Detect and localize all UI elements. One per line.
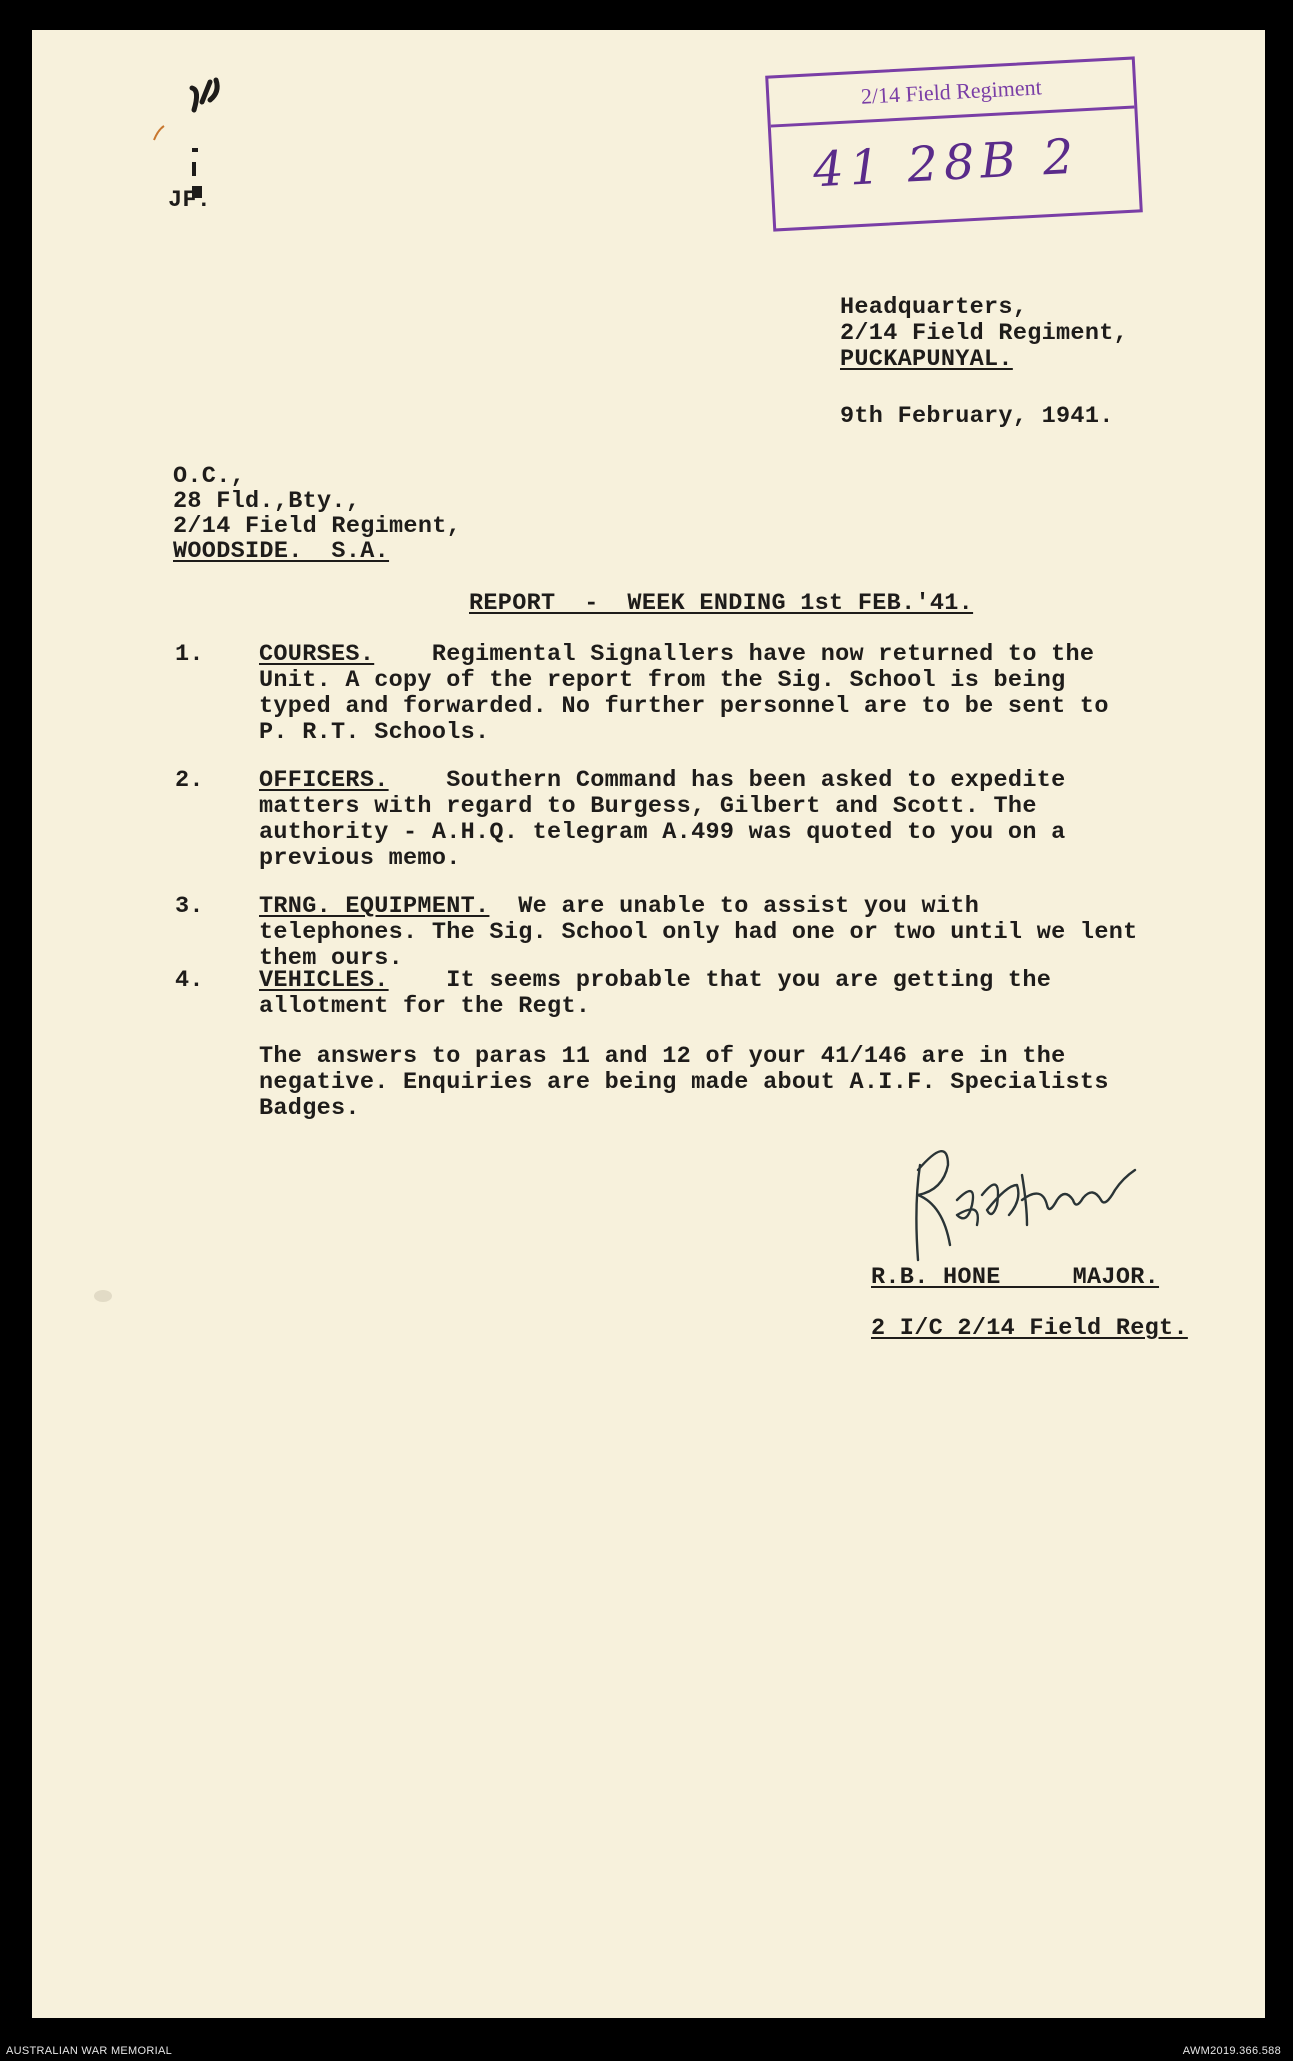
paragraph-number: 2.	[175, 767, 204, 794]
sender-line-3: PUCKAPUNYAL.	[840, 346, 1013, 373]
regiment-stamp	[765, 56, 1143, 231]
footer-institution: AUSTRALIAN WAR MEMORIAL	[6, 2045, 173, 2057]
paragraph-number: 1.	[175, 641, 204, 668]
paragraph-text: Regimental Signallers have now returned to the Unit. A copy of the report from the Sig. School is being typed and forwarded. No further personnel are to be sent to P. R.T. Schools.	[259, 641, 1109, 746]
file-reference: JF.	[168, 187, 212, 214]
footer-accession-number: AWM2019.366.588	[1182, 2045, 1281, 2057]
punch-hole-mark	[94, 1290, 112, 1302]
stamp-handwritten-number: 41 28B 2	[811, 128, 1081, 199]
paragraph-text: It seems probable that you are getting the allotment for the Regt.	[259, 967, 1052, 1020]
sender-line-2: 2/14 Field Regiment,	[840, 320, 1129, 347]
recipient-line-4: WOODSIDE. S.A.	[173, 538, 390, 565]
paragraph-text: Southern Command has been asked to expedite matters with regard to Burgess, Gilbert and Scott. The authority - A.H.Q. telegram A.499 was quoted to you on a previous memo.	[259, 767, 1066, 872]
sender-line-1: Headquarters,	[840, 294, 1028, 321]
paragraph-heading: OFFICERS.	[259, 767, 389, 794]
paragraph-body	[259, 894, 1149, 972]
stamp-header: 2/14 Field Regiment	[768, 60, 1134, 128]
recipient-line-1: O.C.,	[173, 463, 246, 490]
paragraph-heading: COURSES.	[259, 641, 375, 668]
signatory-name: R.B. HONE MAJOR.	[871, 1264, 1160, 1291]
paragraph-heading: VEHICLES.	[259, 967, 389, 994]
paragraph-number: 3.	[175, 893, 204, 920]
signatory-title: 2 I/C 2/14 Field Regt.	[871, 1315, 1188, 1342]
paragraph-text: We are unable to assist you with telephones. The Sig. School only had one or two until we lent them ours.	[259, 893, 1138, 972]
document-page	[32, 30, 1265, 2018]
paragraph-body	[259, 768, 1149, 872]
report-subject: REPORT - WEEK ENDING 1st FEB.'41.	[469, 590, 974, 617]
paragraph-body	[259, 968, 1149, 1020]
paragraph-body	[259, 642, 1149, 746]
handwritten-signature	[882, 1125, 1162, 1275]
paragraph-heading: TRNG. EQUIPMENT.	[259, 893, 490, 920]
document-date: 9th February, 1941.	[840, 403, 1114, 430]
closing-paragraph: The answers to paras 11 and 12 of your 41/146 are in the negative. Enquiries are being made about A.I.F. Specialists Badges.	[259, 1043, 1109, 1122]
paragraph-number: 4.	[175, 967, 204, 994]
recipient-line-2: 28 Fld.,Bty.,	[173, 488, 361, 515]
recipient-line-3: 2/14 Field Regiment,	[173, 513, 462, 540]
